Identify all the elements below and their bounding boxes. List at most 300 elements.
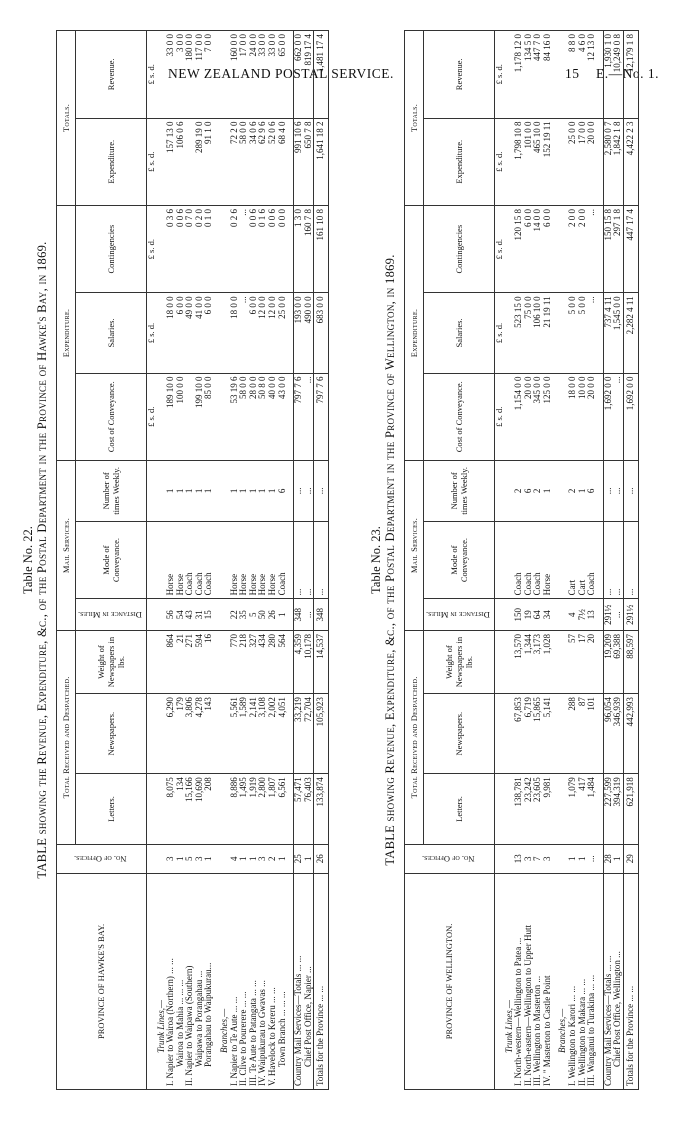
cell-let: 9,981: [543, 774, 553, 844]
cell-sal: 2,282 4 11: [624, 293, 639, 373]
cell-times: 6: [587, 460, 597, 521]
cell-exp: 52 0 6: [268, 118, 278, 205]
cell-np: 96,054: [603, 694, 613, 774]
cell-mode: Horse: [249, 521, 259, 599]
col-province: PROVINCE OF WELLINGTON.: [405, 873, 495, 1089]
col-cost: Cost of Conveyance.: [424, 373, 495, 460]
cell-rev: 662 0 0: [294, 31, 304, 119]
cell-cont: 160 7 8: [304, 205, 314, 292]
cell-times: 1: [195, 460, 205, 521]
cell-np: 2,002: [268, 694, 278, 774]
cell-wt: 88,597: [624, 630, 639, 693]
cell-np: 5,561: [230, 694, 240, 774]
cell-off: 2: [268, 844, 278, 873]
cell-exp: 1,641 18 2: [314, 118, 329, 205]
cell-mode: ...: [613, 521, 623, 599]
table-row: [185, 31, 195, 1090]
cell-np: 3,108: [258, 694, 268, 774]
cell-sal: 6 0 0: [176, 293, 186, 373]
cell-mode: Cart: [568, 521, 578, 599]
cell-wt: 770: [230, 630, 240, 693]
empty-cell: [146, 521, 156, 599]
cell-cont: 0 0 0: [278, 205, 288, 292]
cell-wt: 280: [268, 630, 278, 693]
table-22-section: [21, 30, 367, 1090]
empty-cell: [146, 873, 156, 1089]
cell-name: Porangahau to Waipukurau...: [204, 873, 214, 1089]
cell-cost: 345 0 0: [533, 373, 543, 460]
col-exp: Expenditure.: [76, 118, 147, 205]
cell-wt: 1,028: [543, 630, 553, 693]
cell-cost: 20 0 0: [524, 373, 534, 460]
cell-mode: Coach: [587, 521, 597, 599]
cell-exp: 91 1 0: [204, 118, 214, 205]
cell-wt: 594: [195, 630, 205, 693]
cell-cost: 199 10 0: [195, 373, 205, 460]
col-salaries: Salaries.: [424, 293, 495, 373]
cell-rev: 84 16 0: [543, 31, 553, 119]
cell-wt: 10,178: [304, 630, 314, 693]
cell-np: 3,806: [185, 694, 195, 774]
cell-cont: 0 0 6: [176, 205, 186, 292]
document-reference: E.—No. 1.: [596, 66, 659, 81]
col-newspapers: Newspapers.: [76, 694, 147, 774]
cell-off: 1: [613, 844, 623, 873]
cell-np: 6,290: [166, 694, 176, 774]
table-23-body: [494, 31, 638, 1090]
cell-exp: 1,842 1 8: [613, 118, 623, 205]
cell-cost: 53 19 6: [230, 373, 240, 460]
cell-let: 227,599: [603, 774, 613, 844]
cell-wt: 434: [258, 630, 268, 693]
cell-off: 7: [533, 844, 543, 873]
cell-name: II. Wellington to Makara ... ...: [578, 873, 588, 1089]
cell-sal: 18 0 0: [230, 293, 240, 373]
cell-name: Country Mail Services—Totals ... ...: [294, 873, 304, 1089]
cell-times: 2: [533, 460, 543, 521]
empty-cell: [494, 460, 504, 521]
col-weight: Weight of Newspapers in lbs.: [424, 630, 495, 693]
cell-name: Waipawa to Porangahau ...: [195, 873, 205, 1089]
cell-dist: 26: [268, 599, 278, 631]
cell-off: 1: [176, 844, 186, 873]
cell-rev: 1,481 17 4: [314, 31, 329, 119]
cell-times: ...: [624, 460, 639, 521]
cell-rev: 117 0 0: [195, 31, 205, 119]
cell-wt: 17: [578, 630, 588, 693]
cell-let: 1,484: [587, 774, 597, 844]
cell-off: 1: [278, 844, 288, 873]
cell-mode: Horse: [258, 521, 268, 599]
cell-exp: 4,422 2 3: [624, 118, 639, 205]
cell-off: 1: [204, 844, 214, 873]
cell-exp: 34 0 6: [249, 118, 259, 205]
cell-mode: Coach: [204, 521, 214, 599]
cell-mode: ...: [603, 521, 613, 599]
cell-rev: 12,179 1 8: [624, 31, 639, 119]
cell-sal: 75 0 0: [524, 293, 534, 373]
cell-sal: 6 0 0: [204, 293, 214, 373]
cell-sal: ...: [239, 293, 249, 373]
cell-cost: 1,154 0 0: [514, 373, 524, 460]
psd-unit-label: £ s. d.: [146, 205, 156, 292]
cell-sal: 5 0 0: [568, 293, 578, 373]
cell-mode: Coach: [533, 521, 543, 599]
table-22-body: [146, 31, 328, 1090]
cell-rev: 10,249 0 8: [613, 31, 623, 119]
cell-cont: 0 7 0: [185, 205, 195, 292]
table-row: [278, 31, 288, 1090]
cell-rev: 180 0 0: [185, 31, 195, 119]
empty-cell: [146, 774, 156, 844]
cell-off: 13: [514, 844, 524, 873]
cell-cont: 0 0 6: [268, 205, 278, 292]
cell-off: 3: [258, 844, 268, 873]
cell-cost: 50 8 0: [258, 373, 268, 460]
table-row: [533, 31, 543, 1090]
table-row: [239, 31, 249, 1090]
cell-np: 2,141: [249, 694, 259, 774]
cell-name: III. Te Aute to Patangata ... ...: [249, 873, 259, 1089]
cell-off: 1: [239, 844, 249, 873]
cell-rev: 134 5 0: [524, 31, 534, 119]
total-row: [314, 31, 329, 1090]
cell-let: 10,690: [195, 774, 205, 844]
col-distance: Distance in Miles.: [424, 599, 495, 631]
cell-let: 76,403: [304, 774, 314, 844]
col-salaries: Salaries.: [76, 293, 147, 373]
cell-let: 134: [176, 774, 186, 844]
cell-dist: 348: [294, 599, 304, 631]
cell-mode: ...: [294, 521, 304, 599]
table-23-section: [369, 30, 654, 1090]
col-cost: Cost of Conveyance.: [76, 373, 147, 460]
col-contingencies: Contingencies: [424, 205, 495, 292]
empty-cell: [146, 599, 156, 631]
cell-name: IV. " Masterton to Castle Point: [543, 873, 553, 1089]
cell-mode: ...: [304, 521, 314, 599]
cell-np: 33,219: [294, 694, 304, 774]
cell-cont: ...: [239, 205, 249, 292]
table-row: [543, 31, 553, 1090]
cell-name: Town Branch ... ... ...: [278, 873, 288, 1089]
cell-rev: 1,930 1 0: [603, 31, 613, 119]
cell-cont: 120 15 8: [514, 205, 524, 292]
cell-wt: 13,570: [514, 630, 524, 693]
cell-mode: Horse: [230, 521, 240, 599]
cell-cont: 0 2 6: [230, 205, 240, 292]
cell-wt: 57: [568, 630, 578, 693]
section-heading-row: [157, 31, 167, 1090]
cell-sal: 106 10 0: [533, 293, 543, 373]
cell-cont: 2 0 0: [568, 205, 578, 292]
col-letters: Letters.: [76, 774, 147, 844]
col-times: Number of times Weekly.: [76, 460, 147, 521]
cell-name: II. Clive to Pourerere ... ...: [239, 873, 249, 1089]
cell-mode: Coach: [278, 521, 288, 599]
col-letters: Letters.: [424, 774, 495, 844]
cell-dist: ...: [613, 599, 623, 631]
cell-exp: 58 0 0: [239, 118, 249, 205]
cell-np: 4,278: [195, 694, 205, 774]
cell-cost: 10 0 0: [578, 373, 588, 460]
cell-rev: 33 0 0: [268, 31, 278, 119]
col-province: PROVINCE OF HAWKE'S BAY.: [57, 873, 147, 1089]
cell-mode: Coach: [195, 521, 205, 599]
empty-cell: [494, 599, 504, 631]
cell-off: 4: [230, 844, 240, 873]
cell-sal: 21 19 11: [543, 293, 553, 373]
cell-times: 1: [185, 460, 195, 521]
cell-let: 57,471: [294, 774, 304, 844]
cell-let: 2,800: [258, 774, 268, 844]
col-contingencies: Contingencies: [76, 205, 147, 292]
cell-wt: 14,537: [314, 630, 329, 693]
cell-cont: 0 0 6: [249, 205, 259, 292]
cell-cont: 150 15 8: [603, 205, 613, 292]
table-23-title: TABLE showing Revenue, Expenditure, &c., of the Postal Department in the Province of Wellington, in 1869.: [383, 254, 397, 866]
empty-cell: [494, 774, 504, 844]
psd-units-row: [146, 31, 156, 1090]
cell-let: 8,075: [166, 774, 176, 844]
cell-times: 1: [239, 460, 249, 521]
col-times: Number of times Weekly.: [424, 460, 495, 521]
cell-cost: 28 0 0: [249, 373, 259, 460]
cell-sal: 12 0 0: [258, 293, 268, 373]
col-group-mail: Mail Services.: [57, 460, 76, 630]
cell-name: Chief Post Office, Wellington ...: [613, 873, 623, 1089]
total-row: [624, 31, 639, 1090]
cell-let: 138,781: [514, 774, 524, 844]
cell-exp: 106 0 6: [176, 118, 186, 205]
cell-sal: 193 0 0: [294, 293, 304, 373]
col-group-received: Total Received and Despatched.: [405, 630, 424, 844]
cell-name: Country Mail Services—Totals ... ...: [603, 873, 613, 1089]
cell-times: 2: [514, 460, 524, 521]
cell-mode: Horse: [239, 521, 249, 599]
cell-name: Totals for the Province ... ...: [624, 873, 639, 1089]
cell-off: ...: [587, 844, 597, 873]
cell-rev: 160 0 0: [230, 31, 240, 119]
cell-rev: 4 6 0: [578, 31, 588, 119]
cell-dist: ...: [304, 599, 314, 631]
cell-dist: 7½: [578, 599, 588, 631]
cell-np: 442,993: [624, 694, 639, 774]
cell-times: 1: [578, 460, 588, 521]
cell-exp: 2,580 0 7: [603, 118, 613, 205]
cell-cost: ...: [304, 373, 314, 460]
cell-exp: 68 4 0: [278, 118, 288, 205]
cell-dist: 56: [166, 599, 176, 631]
cell-name: Wairoa to Mahia ... ... ...: [176, 873, 186, 1089]
cell-cont: ...: [587, 205, 597, 292]
cell-sal: 737 4 11: [603, 293, 613, 373]
empty-cell: [494, 694, 504, 774]
cell-rev: 33 0 0: [166, 31, 176, 119]
cell-name: I. North-western—Wellington to Patea ...: [514, 873, 524, 1089]
cell-cont: 6 0 0: [543, 205, 553, 292]
cell-wt: 1,344: [524, 630, 534, 693]
col-distance: Distance in Miles.: [76, 599, 147, 631]
cell-cost: 797 7 6: [314, 373, 329, 460]
cell-cont: 0 1 6: [258, 205, 268, 292]
cell-exp: 62 9 6: [258, 118, 268, 205]
cell-off: 5: [185, 844, 195, 873]
cell-let: 1,919: [249, 774, 259, 844]
psd-unit-label: £ s. d.: [494, 293, 504, 373]
empty-cell: [494, 521, 504, 599]
cell-wt: 16: [204, 630, 214, 693]
cell-let: 621,918: [624, 774, 639, 844]
empty-cell: [494, 873, 504, 1089]
table-row: [613, 31, 623, 1090]
cell-mode: Horse: [268, 521, 278, 599]
cell-cont: 297 1 8: [613, 205, 623, 292]
psd-unit-label: £ s. d.: [146, 373, 156, 460]
cell-let: 417: [578, 774, 588, 844]
table-row: [204, 31, 214, 1090]
table-23-label: Table No. 23.: [369, 526, 383, 594]
cell-mode: Cart: [578, 521, 588, 599]
cell-wt: 864: [166, 630, 176, 693]
cell-cost: 40 0 0: [268, 373, 278, 460]
cell-name: II. Napier to Waipawa (Southern): [185, 873, 195, 1089]
cell-dist: 13: [587, 599, 597, 631]
table-row: [195, 31, 205, 1090]
table-row: [166, 31, 176, 1090]
cell-exp: 20 0 0: [587, 118, 597, 205]
psd-unit-label: £ s. d.: [494, 31, 504, 119]
cell-np: 5,141: [543, 694, 553, 774]
cell-times: 1: [543, 460, 553, 521]
table-row: [578, 31, 588, 1090]
cell-exp: 101 0 0: [524, 118, 534, 205]
cell-exp: 465 10 0: [533, 118, 543, 205]
cell-mode: Coach: [514, 521, 524, 599]
cell-dist: 15: [204, 599, 214, 631]
cell-wt: 69,388: [613, 630, 623, 693]
psd-units-row: [494, 31, 504, 1090]
table-row: [176, 31, 186, 1090]
cell-np: 87: [578, 694, 588, 774]
col-rev: Revenue.: [424, 31, 495, 119]
col-group-mail: Mail Services.: [405, 460, 424, 630]
cell-mode: Coach: [524, 521, 534, 599]
col-group-received: Total Received and Despatched.: [57, 630, 76, 844]
table-22-label: Table No. 22.: [21, 526, 35, 594]
cell-sal: 12 0 0: [268, 293, 278, 373]
cell-rev: 8 8 0: [568, 31, 578, 119]
cell-times: 1: [258, 460, 268, 521]
cell-name: III. Wanganui to Turakina ... ...: [587, 873, 597, 1089]
cell-name: Totals for the Province ... ...: [314, 873, 329, 1089]
cell-dist: 1: [278, 599, 288, 631]
cell-mode: Horse: [166, 521, 176, 599]
cell-cont: 1 3 0: [294, 205, 304, 292]
cell-cost: ...: [613, 373, 623, 460]
cell-off: 29: [624, 844, 639, 873]
cell-times: 1: [176, 460, 186, 521]
subtotal-row: [603, 31, 613, 1090]
cell-cost: 100 0 0: [176, 373, 186, 460]
cell-wt: 564: [278, 630, 288, 693]
col-rev: Revenue.: [76, 31, 147, 119]
cell-times: ...: [304, 460, 314, 521]
table-22-title: TABLE showing the Revenue, Expenditure, &c., of the Postal Department in the Province of Hawke's Bay, in 1869.: [35, 241, 49, 879]
col-offices: No. of Offices.: [405, 844, 495, 873]
cell-rev: 1,178 12 0: [514, 31, 524, 119]
col-mode: Mode of Conveyance.: [424, 521, 495, 599]
table-row: [249, 31, 259, 1090]
cell-np: 143: [204, 694, 214, 774]
cell-wt: 327: [249, 630, 259, 693]
cell-dist: 35: [239, 599, 249, 631]
col-offices: No. of Offices.: [57, 844, 147, 873]
table-row: [304, 31, 314, 1090]
cell-times: ...: [603, 460, 613, 521]
cell-name: I. Napier to Wairoa (Northern) ... ...: [166, 873, 176, 1089]
cell-let: 1,495: [239, 774, 249, 844]
cell-wt: 4,359: [294, 630, 304, 693]
cell-dist: 54: [176, 599, 186, 631]
table-23: [404, 30, 639, 1090]
cell-dist: 19: [524, 599, 534, 631]
cell-let: 133,874: [314, 774, 329, 844]
cell-times: 1: [166, 460, 176, 521]
col-newspapers: Newspapers.: [424, 694, 495, 774]
cell-sal: 41 0 0: [195, 293, 205, 373]
table-row: [524, 31, 534, 1090]
cell-dist: 22: [230, 599, 240, 631]
cell-off: 28: [603, 844, 613, 873]
cell-let: 394,319: [613, 774, 623, 844]
table-row: [568, 31, 578, 1090]
cell-name: Branches,—: [220, 873, 230, 1089]
cell-rev: 819 17 4: [304, 31, 314, 119]
psd-unit-label: £ s. d.: [146, 293, 156, 373]
cell-np: 72,704: [304, 694, 314, 774]
cell-rev: 24 0 0: [249, 31, 259, 119]
cell-cont: 14 0 0: [533, 205, 543, 292]
cell-name: III. Wellington to Masterton ...: [533, 873, 543, 1089]
cell-cost: 1,692 0 0: [603, 373, 613, 460]
col-group-expenditure: Expenditure.: [405, 205, 424, 460]
cell-dist: 50: [258, 599, 268, 631]
psd-unit-label: £ s. d.: [494, 373, 504, 460]
table-row: [258, 31, 268, 1090]
cell-np: 105,923: [314, 694, 329, 774]
cell-cost: 125 0 0: [543, 373, 553, 460]
cell-let: 208: [204, 774, 214, 844]
cell-name: Trunk Lines,—: [157, 873, 167, 1089]
table-22: [56, 30, 329, 1090]
table-row: [587, 31, 597, 1090]
cell-exp: 72 2 0: [230, 118, 240, 205]
cell-sal: 1,545 0 0: [613, 293, 623, 373]
section-heading-row: [505, 31, 515, 1090]
cell-mode: Horse: [176, 521, 186, 599]
cell-wt: 218: [239, 630, 249, 693]
cell-rev: 3 0 0: [176, 31, 186, 119]
cell-sal: 25 0 0: [278, 293, 288, 373]
cell-mode: ...: [624, 521, 639, 599]
cell-off: 3: [543, 844, 553, 873]
cell-dist: 348: [314, 599, 329, 631]
cell-times: 1: [268, 460, 278, 521]
cell-wt: 19,209: [603, 630, 613, 693]
cell-rev: 33 0 0: [258, 31, 268, 119]
empty-cell: [146, 844, 156, 873]
